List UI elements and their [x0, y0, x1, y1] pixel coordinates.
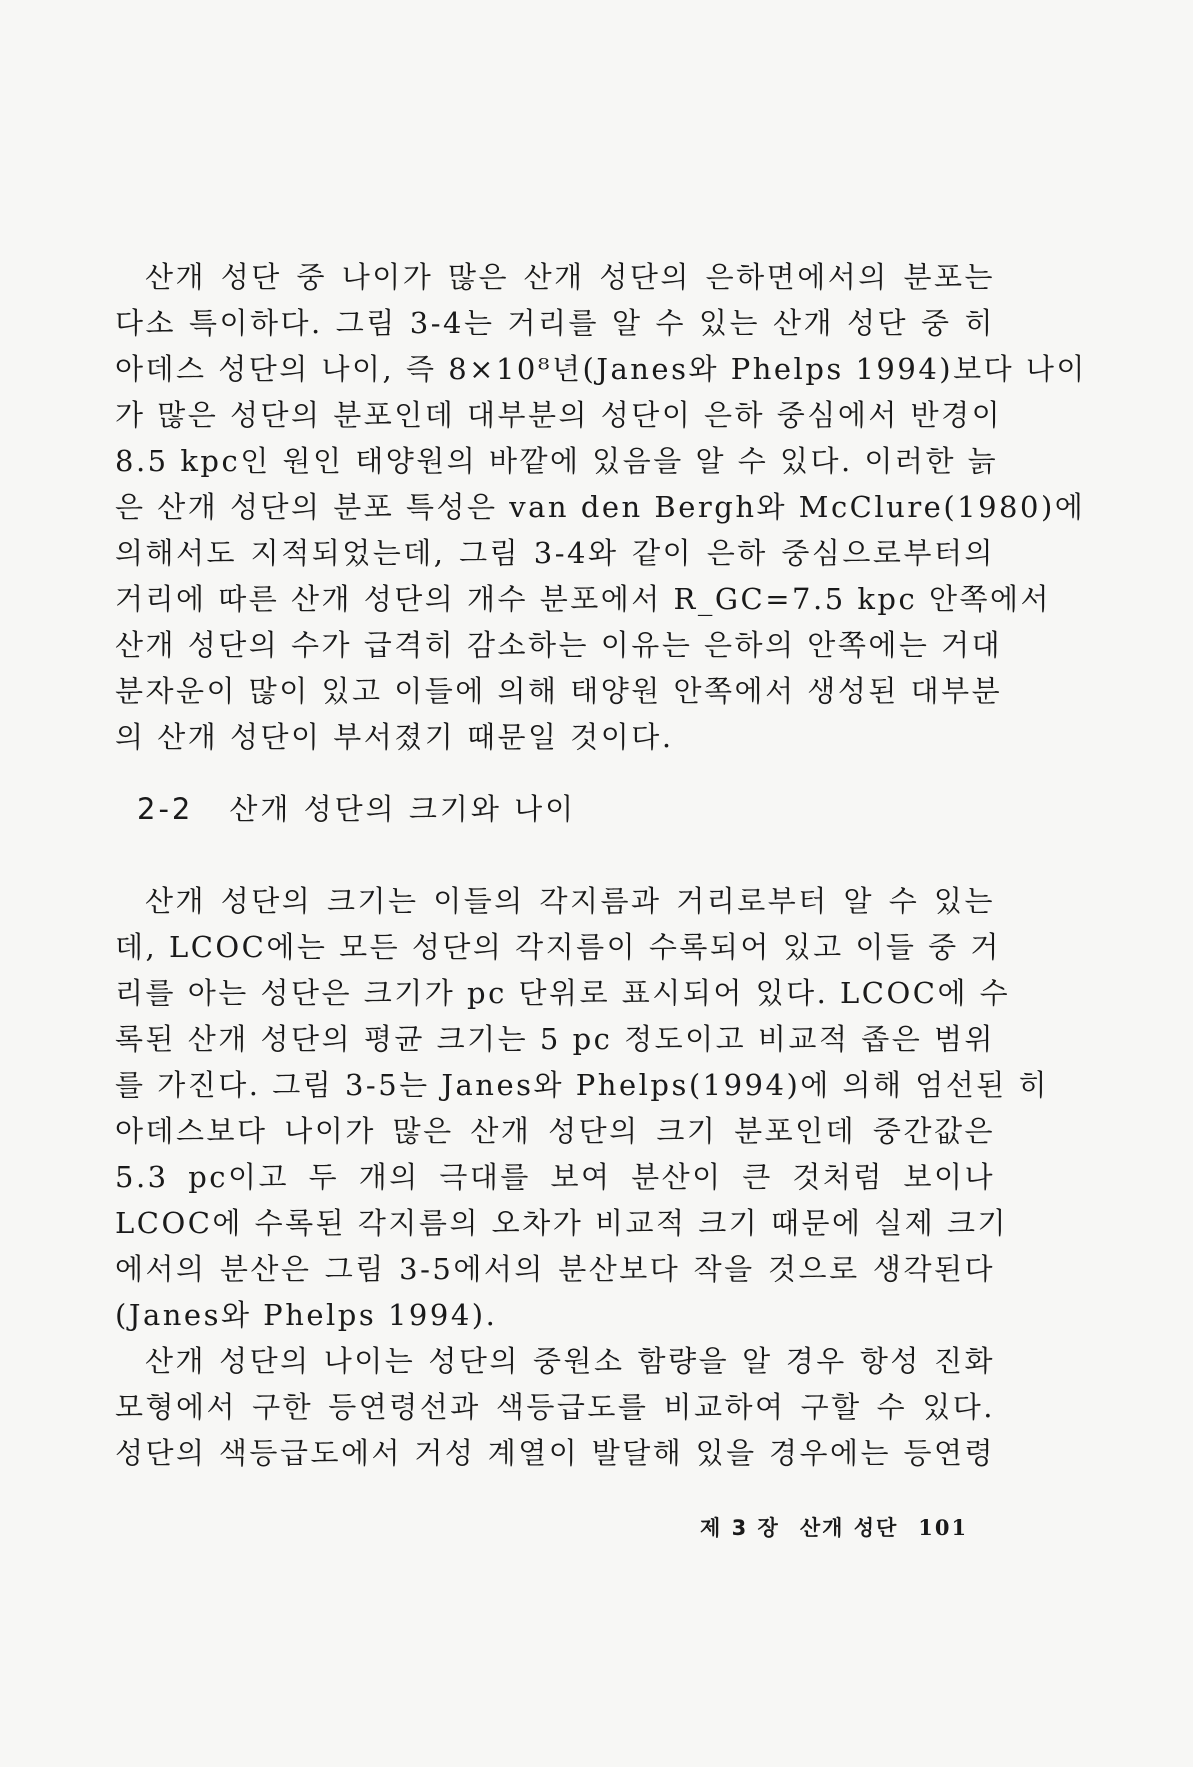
- text-line: 산개 성단의 수가 급격히 감소하는 이유는 은하의 안쪽에는 거대: [115, 628, 1003, 662]
- text-line: 모형에서 구한 등연령선과 색등급도를 비교하여 구할 수 있다.: [115, 1390, 995, 1424]
- text-line: 록된 산개 성단의 평균 크기는 5 pc 정도이고 비교적 좁은 범위: [115, 1022, 995, 1056]
- text-line: 산개 성단의 크기는 이들의 각지름과 거리로부터 알 수 있는: [145, 884, 995, 918]
- text-line: 8.5 kpc인 원인 태양원의 바깥에 있음을 알 수 있다. 이러한 늙: [115, 444, 999, 478]
- section-title: 산개 성단의 크기와 나이: [229, 792, 577, 826]
- page-number: 101: [918, 1515, 969, 1540]
- text-line: 산개 성단의 나이는 성단의 중원소 함량을 알 경우 항성 진화: [145, 1344, 995, 1378]
- text-line: 거리에 따른 산개 성단의 개수 분포에서 R_GC=7.5 kpc 안쪽에서: [115, 582, 1052, 616]
- page-footer: [700, 1512, 968, 1542]
- text-line: 의해서도 지적되었는데, 그림 3-4와 같이 은하 중심으로부터의: [115, 536, 995, 570]
- text-line: 은 산개 성단의 분포 특성은 van den Bergh와 McClure(1980)에: [115, 490, 1086, 524]
- text-line: 5.3 pc이고 두 개의 극대를 보여 분산이 큰 것처럼 보이나: [115, 1160, 995, 1194]
- text-line: 를 가진다. 그림 3-5는 Janes와 Phelps(1994)에 의해 엄선된 히: [115, 1068, 1050, 1102]
- text-line: 의 산개 성단이 부서졌기 때문일 것이다.: [115, 720, 674, 754]
- text-line: 가 많은 성단의 분포인데 대부분의 성단이 은하 중심에서 반경이: [115, 398, 1003, 432]
- chapter-title: 산개 성단: [799, 1516, 899, 1540]
- section-heading: [137, 787, 576, 828]
- text-line: 분자운이 많이 있고 이들에 의해 태양원 안쪽에서 생성된 대부분: [115, 674, 1003, 708]
- text-line: (Janes와 Phelps 1994).: [115, 1298, 498, 1332]
- text-line: 성단의 색등급도에서 거성 계열이 발달해 있을 경우에는 등연령: [115, 1436, 995, 1470]
- chapter-label: 제 3 장: [700, 1516, 780, 1540]
- text-line: 리를 아는 성단은 크기가 pc 단위로 표시되어 있다. LCOC에 수: [115, 976, 1011, 1010]
- text-line: 산개 성단 중 나이가 많은 산개 성단의 은하면에서의 분포는: [145, 260, 995, 294]
- text-line: 데, LCOC에는 모든 성단의 각지름이 수록되어 있고 이들 중 거: [115, 930, 1001, 964]
- text-line: LCOC에 수록된 각지름의 오차가 비교적 크기 때문에 실제 크기: [115, 1206, 1008, 1240]
- paragraph-open-cluster-distribution: [115, 254, 1087, 760]
- text-line: 에서의 분산은 그림 3-5에서의 분산보다 작을 것으로 생각된다: [115, 1252, 995, 1286]
- text-line: 아데스보다 나이가 많은 산개 성단의 크기 분포인데 중간값은: [115, 1114, 995, 1148]
- text-line: 아데스 성단의 나이, 즉 8×10⁸년(Janes와 Phelps 1994)보다 나이: [115, 352, 1087, 386]
- paragraph-cluster-size: [115, 878, 1050, 1476]
- section-number: 2-2: [137, 792, 194, 826]
- text-line: 다소 특이하다. 그림 3-4는 거리를 알 수 있는 산개 성단 중 히: [115, 306, 995, 340]
